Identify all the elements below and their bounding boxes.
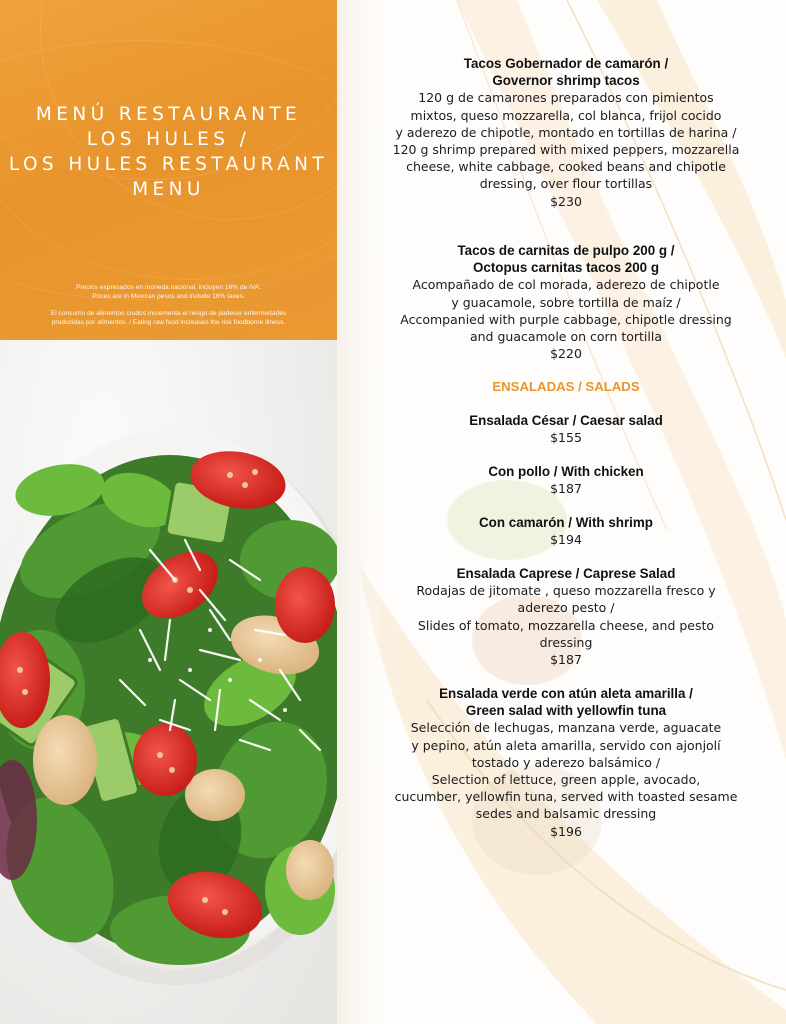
item-description-line: dressing, over flour tortillas bbox=[479, 176, 653, 192]
item-title-line: Ensalada verde con atún aleta amarilla / bbox=[439, 686, 693, 701]
item-description bbox=[337, 582, 786, 651]
item-description bbox=[337, 719, 786, 822]
item-title-line: Green salad with yellowfin tuna bbox=[465, 703, 667, 719]
item-description-line: Rodajas de jitomate , queso mozzarella fresco y bbox=[416, 583, 716, 599]
title-panel bbox=[0, 0, 337, 340]
menu-content bbox=[337, 0, 786, 1024]
item-description-line: sedes and balsamic dressing bbox=[475, 806, 657, 822]
menu-item-green-salad-tuna bbox=[337, 685, 786, 840]
menu-item-caesar-salad bbox=[337, 412, 786, 446]
item-price: $187 bbox=[550, 652, 582, 668]
menu-item-caprese-salad bbox=[337, 565, 786, 668]
price-note-es: Precios expresados en moneda nacional, incluyen 16% de IVA. bbox=[76, 284, 261, 291]
item-title bbox=[337, 55, 786, 89]
item-title: Ensalada Caprese / Caprese Salad bbox=[456, 566, 676, 581]
item-price: $194 bbox=[550, 532, 582, 548]
menu-title-line: MENU bbox=[132, 179, 205, 200]
menu-title-line: LOS HULES / bbox=[86, 129, 251, 150]
item-description-line: Selección de lechugas, manzana verde, aguacate bbox=[410, 720, 722, 736]
disclaimer-notes bbox=[8, 283, 329, 335]
menu-title-line: LOS HULES RESTAURANT bbox=[8, 154, 329, 175]
item-description-line: mixtos, queso mozzarella, col blanca, frijol cocido bbox=[410, 107, 722, 123]
item-description-line: cheese, white cabbage, cooked beans and chipotle bbox=[406, 159, 726, 175]
item-title-line: Governor shrimp tacos bbox=[492, 73, 640, 89]
menu-item-with-chicken bbox=[337, 463, 786, 497]
item-description-line: aderezo pesto / bbox=[517, 600, 615, 616]
item-description-line: y pepino, atún aleta amarilla, servido con ajonjolí bbox=[411, 737, 721, 753]
raw-food-note bbox=[8, 309, 329, 327]
price-note-en: Prices are in Mexican pesos and include 16% taxes. bbox=[92, 293, 245, 300]
item-description-line: and guacamole on corn tortilla bbox=[469, 329, 663, 345]
item-description-line: y guacamole, sobre tortilla de maíz / bbox=[451, 294, 681, 310]
item-description-line: cucumber, yellowfin tuna, served with toasted sesame bbox=[394, 789, 738, 805]
item-title: Con camarón / With shrimp bbox=[479, 515, 653, 530]
item-description-line: dressing bbox=[539, 634, 593, 650]
item-description-line: 120 g de camarones preparados con pimientos bbox=[418, 90, 714, 106]
section-heading-salads: ENSALADAS / SALADS bbox=[492, 379, 640, 394]
menu-item-octopus-tacos bbox=[337, 242, 786, 362]
item-price: $155 bbox=[550, 430, 582, 446]
item-description-line: 120 g shrimp prepared with mixed peppers, mozzarella bbox=[392, 142, 740, 158]
item-title bbox=[337, 242, 786, 276]
item-title-line: Tacos de carnitas de pulpo 200 g / bbox=[457, 243, 675, 258]
item-title: Con pollo / With chicken bbox=[488, 464, 644, 479]
item-description bbox=[337, 89, 786, 192]
item-description-line: Accompanied with purple cabbage, chipotle dressing bbox=[400, 311, 732, 327]
raw-food-note-line: producidas por alimentos. / Eating raw food increases the risk foodborne illness. bbox=[51, 319, 286, 326]
raw-food-note-line: El consumo de alimentos crudos incrementa el riesgo de padecer enfermedades bbox=[50, 310, 287, 317]
item-description-line: Acompañado de col morada, aderezo de chipotle bbox=[412, 277, 720, 293]
salad-bowl-photo bbox=[0, 430, 337, 990]
item-price: $187 bbox=[550, 481, 582, 497]
item-description-line: Selection of lettuce, green apple, avocado, bbox=[431, 772, 701, 788]
item-price: $220 bbox=[550, 346, 582, 362]
item-price: $196 bbox=[550, 823, 582, 839]
item-description-line: Slides of tomato, mozzarella cheese, and pesto bbox=[417, 617, 715, 633]
menu-item-with-shrimp bbox=[337, 514, 786, 548]
left-column bbox=[0, 0, 337, 1024]
item-title bbox=[337, 685, 786, 719]
item-description-line: y aderezo de chipotle, montado en tortillas de harina / bbox=[395, 124, 737, 140]
menu-title-line: MENÚ RESTAURANTE bbox=[35, 104, 302, 125]
item-title-line: Octopus carnitas tacos 200 g bbox=[472, 260, 660, 276]
item-description-line: tostado y aderezo balsámico / bbox=[471, 754, 661, 770]
price-note bbox=[8, 283, 329, 301]
item-price: $230 bbox=[550, 193, 582, 209]
item-title: Ensalada César / Caesar salad bbox=[469, 413, 663, 428]
item-title-line: Tacos Gobernador de camarón / bbox=[463, 56, 669, 71]
menu-title bbox=[0, 102, 337, 202]
menu-item-governor-tacos bbox=[337, 55, 786, 210]
item-description bbox=[337, 276, 786, 345]
